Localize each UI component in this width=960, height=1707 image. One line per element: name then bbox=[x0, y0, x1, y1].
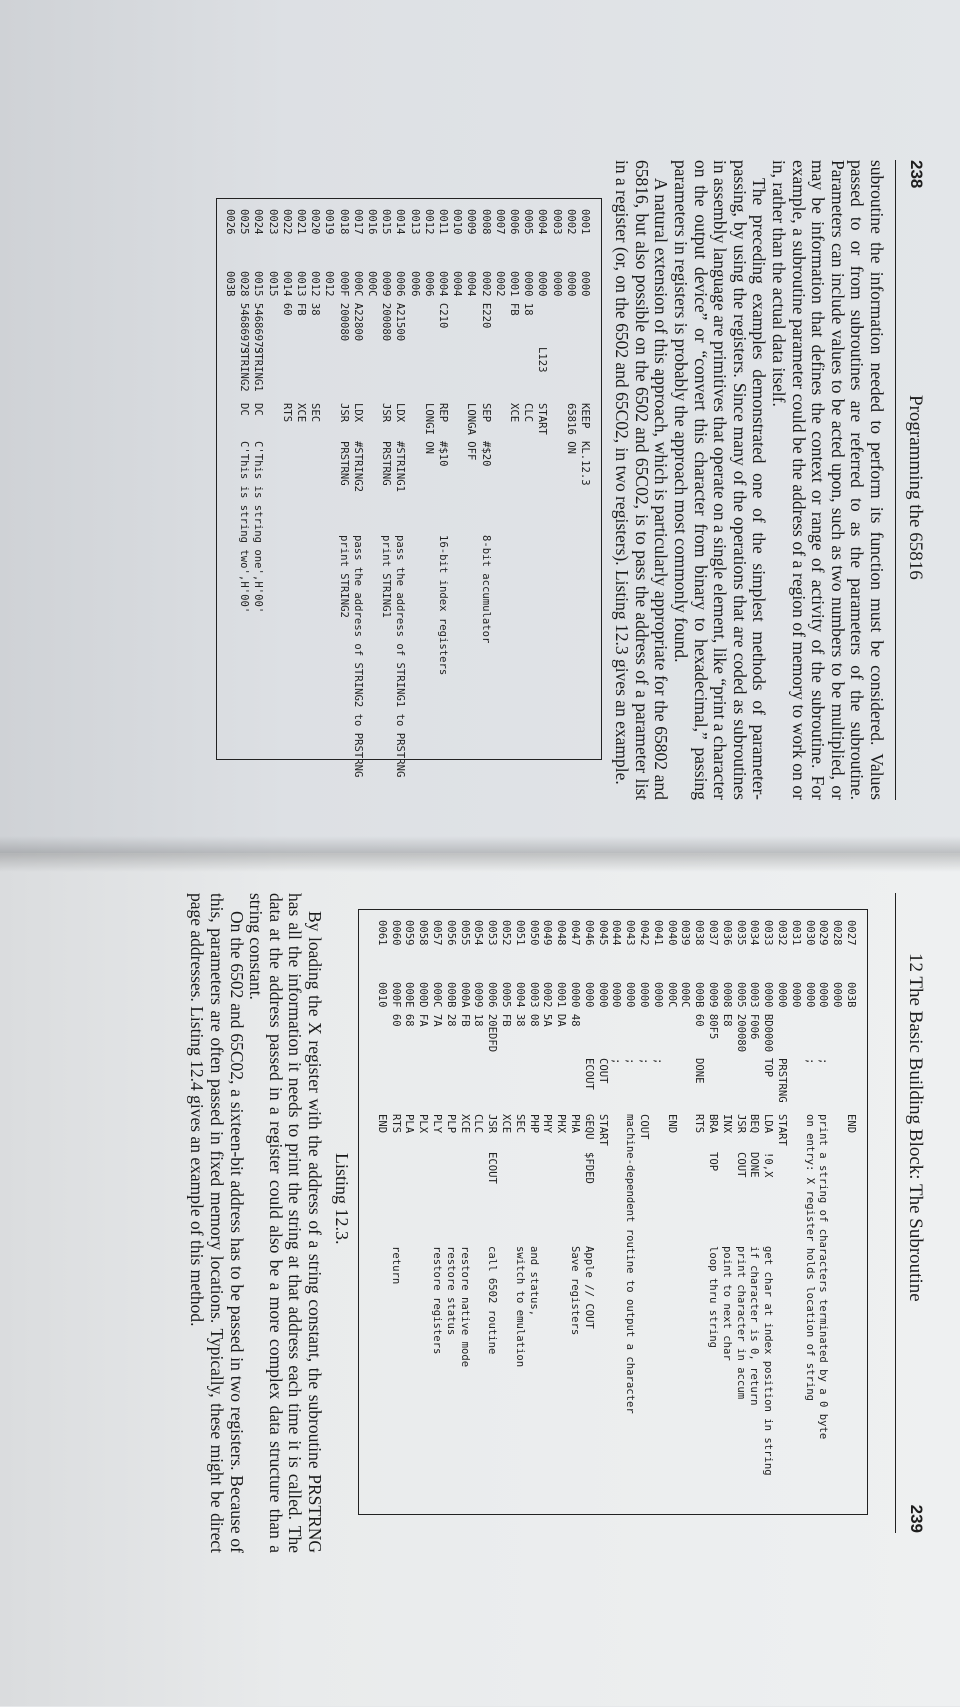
comment: if character is 0, return bbox=[748, 1246, 761, 1406]
object-code: 000C bbox=[366, 271, 378, 297]
opcode: DC bbox=[238, 403, 251, 416]
comment: print STRING2 bbox=[337, 535, 350, 618]
listing-line bbox=[577, 199, 591, 759]
listing-line bbox=[843, 910, 857, 1514]
line-number: 0003 bbox=[550, 209, 563, 235]
opcode: RTS bbox=[389, 1114, 402, 1134]
object-code: 0006 bbox=[422, 271, 435, 297]
line-number: 0005 bbox=[522, 209, 535, 235]
opcode: END bbox=[845, 1114, 857, 1134]
line-number: 0061 bbox=[375, 920, 388, 946]
listing-line bbox=[265, 199, 279, 759]
listing-line bbox=[350, 199, 364, 778]
page-number-left: 238 bbox=[907, 160, 926, 189]
operand: $FDED bbox=[582, 1152, 595, 1184]
line-number: 0031 bbox=[789, 920, 802, 946]
source-label: ; bbox=[817, 1058, 830, 1065]
comment: switch to emulation bbox=[513, 1246, 526, 1368]
listing-line bbox=[815, 910, 829, 1514]
opcode: START bbox=[776, 1114, 788, 1146]
line-number: 0026 bbox=[224, 209, 236, 235]
left-running-head bbox=[895, 160, 926, 800]
opcode: PLX bbox=[417, 1114, 430, 1134]
object-code: 000C A22800 bbox=[351, 271, 364, 342]
line-number: 0047 bbox=[569, 920, 581, 946]
line-number: 0008 bbox=[479, 209, 492, 235]
line-number: 0060 bbox=[389, 920, 402, 946]
line-number: 0035 bbox=[734, 920, 747, 946]
object-code: 0002 bbox=[493, 271, 506, 297]
object-code: 0000 bbox=[550, 271, 563, 297]
operand: ECOUT bbox=[486, 1152, 499, 1184]
code-listing-right bbox=[358, 909, 868, 1515]
comment: 8-bit accumulator bbox=[479, 535, 492, 644]
object-code: 000C 7A bbox=[431, 982, 443, 1027]
opcode: JSR bbox=[734, 1114, 747, 1134]
running-head-title-right: 12 The Basic Building Block: The Subroutine bbox=[905, 953, 926, 1302]
opcode: LONGA OFF bbox=[465, 403, 478, 461]
operand: PRSTRNG bbox=[337, 441, 350, 486]
source-label: TOP bbox=[762, 1058, 775, 1078]
operand: DONE bbox=[748, 1152, 761, 1178]
listing-line bbox=[293, 199, 307, 759]
listing-line bbox=[443, 910, 457, 1514]
operand: PRSTRNG bbox=[380, 441, 393, 486]
object-code: 0015 bbox=[266, 271, 279, 297]
listing-line bbox=[250, 199, 264, 759]
object-code: 000A FB bbox=[458, 982, 471, 1027]
object-code: 0000 bbox=[536, 271, 549, 297]
book-gutter bbox=[0, 836, 960, 872]
opcode: print a string of characters terminated by a 0 byte bbox=[817, 1114, 830, 1440]
listing-line bbox=[492, 199, 506, 759]
comment: restore registers bbox=[431, 1246, 443, 1355]
listing-line bbox=[746, 910, 760, 1514]
opcode: GEQU bbox=[582, 1114, 595, 1140]
line-number: 0017 bbox=[351, 209, 364, 235]
listing-line bbox=[677, 910, 691, 1514]
operand: #STRING1 bbox=[394, 441, 407, 493]
object-code: 003B bbox=[845, 982, 857, 1008]
listing-line bbox=[378, 199, 392, 759]
line-number: 0012 bbox=[422, 209, 435, 235]
line-number: 0018 bbox=[337, 209, 350, 235]
paragraph: By loading the X register with the address of a string constant, the subroutine PRSTRNG has all the information it needs to print the string at that address each time it is called. The data at the address passed in a register could also be a more complex data structure than a string constant. bbox=[246, 893, 325, 1553]
right-running-head bbox=[895, 893, 926, 1533]
listing-line bbox=[760, 910, 774, 1514]
listing-line bbox=[449, 199, 463, 759]
line-number: 0028 bbox=[831, 920, 844, 946]
opcode: PLY bbox=[431, 1114, 443, 1134]
operand: KL.12.3 bbox=[579, 441, 591, 486]
object-code: 000C bbox=[679, 982, 692, 1008]
line-number: 0024 bbox=[252, 209, 265, 235]
listing-line bbox=[435, 199, 449, 759]
listing-line bbox=[392, 199, 407, 778]
line-number: 0029 bbox=[817, 920, 830, 946]
line-number: 0021 bbox=[295, 209, 307, 235]
opcode: INX bbox=[720, 1114, 733, 1134]
listing-line bbox=[719, 910, 733, 1514]
paragraph: On the 6502 and 65C02, a sixteen-bit address has to be passed in two registers. Because of this, parameters are often passed in fixed memory locations. Typically, these might be direct page addresses. Listing 12.4 gives an example of this method. bbox=[187, 893, 247, 1553]
listing-line bbox=[321, 199, 335, 759]
object-code: 0009 80F5 bbox=[707, 982, 719, 1040]
opcode: LONGI ON bbox=[422, 403, 435, 455]
object-code: 0008 E8 bbox=[720, 982, 733, 1027]
operand: COUT bbox=[734, 1152, 747, 1178]
object-code: 0000 bbox=[776, 982, 788, 1008]
object-code: 000F 60 bbox=[389, 982, 402, 1027]
opcode: XCE bbox=[508, 403, 520, 423]
comment: restore status bbox=[444, 1246, 457, 1336]
line-number: 0007 bbox=[493, 209, 506, 235]
opcode: SEP bbox=[479, 403, 492, 423]
line-number: 0053 bbox=[486, 920, 499, 946]
comment: restore native mode bbox=[458, 1246, 471, 1368]
listing-line bbox=[622, 910, 636, 1514]
object-code: 000E 68 bbox=[403, 982, 416, 1027]
line-number: 0059 bbox=[403, 920, 416, 946]
line-number: 0027 bbox=[845, 920, 857, 946]
comment: get char at index position in string bbox=[762, 1246, 775, 1476]
line-number: 0054 bbox=[472, 920, 485, 946]
opcode: JSR bbox=[486, 1114, 499, 1134]
line-number: 0042 bbox=[638, 920, 650, 946]
opcode: PHX bbox=[555, 1114, 568, 1134]
listing-line bbox=[478, 199, 492, 759]
opcode: LDX bbox=[394, 403, 407, 423]
listing-line bbox=[802, 910, 816, 1514]
object-code: 0000 bbox=[789, 982, 802, 1008]
line-number: 0016 bbox=[366, 209, 378, 235]
listing-line bbox=[691, 910, 705, 1514]
object-code: 0000 bbox=[803, 982, 816, 1008]
object-code: 0000 bbox=[596, 982, 609, 1008]
right-body-text bbox=[187, 893, 324, 1553]
object-code: 0000 bbox=[817, 982, 830, 1008]
listing-line bbox=[829, 910, 843, 1514]
source-label: PRSTRNG bbox=[776, 1058, 788, 1103]
comment: Save registers bbox=[569, 1246, 581, 1336]
object-code: 0000 bbox=[651, 982, 664, 1008]
source-label: STRING1 bbox=[252, 347, 265, 392]
listing-line bbox=[279, 199, 293, 759]
object-code: 0010 bbox=[375, 982, 388, 1008]
comment: print character in accum bbox=[734, 1246, 747, 1400]
listing-line bbox=[364, 199, 378, 759]
line-number: 0056 bbox=[444, 920, 457, 946]
source-label: ; bbox=[803, 1058, 816, 1065]
listing-caption: Listing 12.3. bbox=[332, 1153, 352, 1245]
object-code: 0013 FB bbox=[295, 271, 307, 316]
object-code: 0006 20EDFD bbox=[486, 982, 499, 1053]
object-code: 0015 54686973 bbox=[252, 271, 265, 354]
object-code: 003B bbox=[224, 271, 236, 297]
line-number: 0055 bbox=[458, 920, 471, 946]
object-code: 0003 F006 bbox=[748, 982, 761, 1040]
object-code: 0000 bbox=[831, 982, 844, 1008]
source-label: STRING2 bbox=[238, 347, 251, 392]
source-label: ; bbox=[638, 1058, 650, 1065]
line-number: 0041 bbox=[651, 920, 664, 946]
opcode: PHA bbox=[569, 1114, 581, 1134]
line-number: 0019 bbox=[323, 209, 336, 235]
running-head-title-left: Programming the 65816 bbox=[905, 395, 926, 580]
listing-line bbox=[236, 199, 250, 759]
line-number: 0057 bbox=[431, 920, 443, 946]
object-code: 0000 48 bbox=[569, 982, 581, 1027]
right-page bbox=[0, 853, 960, 1706]
source-label: COUT bbox=[596, 1058, 609, 1084]
opcode: RTS bbox=[280, 403, 293, 423]
opcode: XCE bbox=[458, 1114, 471, 1134]
listing-line bbox=[608, 910, 622, 1514]
object-code: 0000 BD0000 bbox=[762, 982, 775, 1053]
object-code: 000B 60 bbox=[693, 982, 706, 1027]
object-code: 0005 200080 bbox=[734, 982, 747, 1053]
object-code: 0009 200080 bbox=[380, 271, 393, 342]
object-code: 0014 60 bbox=[280, 271, 293, 316]
opcode: on entry: X register holds location of string bbox=[803, 1114, 816, 1402]
line-number: 0043 bbox=[624, 920, 637, 946]
object-code: 000D FA bbox=[417, 982, 430, 1027]
operand: TOP bbox=[707, 1152, 719, 1172]
comment: and status, bbox=[527, 1246, 540, 1317]
line-number: 0058 bbox=[417, 920, 430, 946]
comment: pass the address of STRING1 to PRSTRNG bbox=[394, 535, 407, 778]
operand: C'This is string two',H'00' bbox=[238, 441, 251, 614]
listing-line bbox=[549, 199, 563, 759]
paragraph: A natural extension of this approach, which is particularly appropriate for the 65802 and 65816, but also possible on the 6502 and 65C02, is to pass the address of a parameter list in a register (or, on the 6502 and 65C02, in two registers). Listing 12.3 gives an example. bbox=[612, 160, 672, 800]
opcode: machine-dependent routine to output a character bbox=[624, 1114, 637, 1414]
object-code: 0004 bbox=[465, 271, 478, 297]
listing-line bbox=[307, 199, 321, 759]
line-number: 0036 bbox=[720, 920, 733, 946]
listing-line bbox=[581, 910, 595, 1514]
line-number: 0006 bbox=[508, 209, 520, 235]
opcode: JSR bbox=[337, 403, 350, 423]
listing-line bbox=[539, 910, 553, 1514]
left-page bbox=[0, 0, 960, 853]
opcode: SEC bbox=[513, 1114, 526, 1134]
listing-line bbox=[512, 910, 526, 1514]
code-listing-left bbox=[216, 198, 602, 778]
listing-line bbox=[553, 910, 567, 1514]
object-code: 0004 bbox=[451, 271, 464, 297]
opcode: CLC bbox=[522, 403, 535, 423]
opcode: JSR bbox=[380, 403, 393, 423]
object-code: 0000 bbox=[610, 982, 623, 1008]
line-number: 0044 bbox=[610, 920, 623, 946]
listing-line bbox=[222, 199, 236, 759]
comment: print STRING1 bbox=[380, 535, 393, 618]
listing-line bbox=[567, 910, 581, 1514]
listing-line bbox=[457, 910, 471, 1514]
opcode: SEC bbox=[309, 403, 322, 423]
object-code: 0002 E220 bbox=[479, 271, 492, 329]
object-code: 000F 200080 bbox=[337, 271, 350, 342]
opcode: START bbox=[536, 403, 549, 435]
object-code: 0000 18 bbox=[522, 271, 535, 316]
listing-line bbox=[650, 910, 664, 1514]
listing-line bbox=[498, 910, 512, 1514]
line-number: 0033 bbox=[762, 920, 775, 946]
opcode: BRA bbox=[707, 1114, 719, 1134]
line-number: 0002 bbox=[564, 209, 577, 235]
object-code: 0006 bbox=[408, 271, 421, 297]
source-label: ; bbox=[610, 1058, 623, 1065]
opcode: XCE bbox=[295, 403, 307, 423]
listing-line bbox=[429, 910, 443, 1514]
opcode: PHP bbox=[527, 1114, 540, 1134]
line-number: 0009 bbox=[465, 209, 478, 235]
line-number: 0030 bbox=[803, 920, 816, 946]
listing-line bbox=[484, 910, 498, 1514]
page-number-right: 239 bbox=[907, 1504, 926, 1533]
opcode: END bbox=[665, 1114, 678, 1134]
object-code: 0012 38 bbox=[309, 271, 322, 316]
source-label: L123 bbox=[536, 347, 549, 373]
opcode: REP bbox=[437, 403, 449, 423]
line-number: 0011 bbox=[437, 209, 449, 235]
listing-line bbox=[520, 199, 534, 759]
line-number: 0040 bbox=[665, 920, 678, 946]
opcode: PLP bbox=[444, 1114, 457, 1134]
object-code: 0009 18 bbox=[472, 982, 485, 1027]
line-number: 0022 bbox=[280, 209, 293, 235]
source-label: DONE bbox=[693, 1058, 706, 1084]
listing-line bbox=[374, 910, 388, 1514]
opcode: LDA bbox=[762, 1114, 775, 1134]
paragraph: subroutine the information needed to perform its function must be considered. Values passed to or from subroutines are referred to as the parameters of the subroutine. Parameters can include values to be acted upon, such as two numbers to be multiplied, or may be information that defines the context or range of activity of the subroutine. For example, a subroutine parameter could be the address of a region of memory to work on or in, rather than the actual data itself. bbox=[769, 160, 887, 800]
listing-line bbox=[595, 910, 609, 1514]
listing-line bbox=[636, 910, 650, 1514]
opcode: LDX bbox=[351, 403, 364, 423]
line-number: 0032 bbox=[776, 920, 788, 946]
opcode: END bbox=[375, 1114, 388, 1134]
comment: call 6502 routine bbox=[486, 1246, 499, 1355]
comment: point to next char bbox=[720, 1246, 733, 1361]
object-code: 0006 A21500 bbox=[394, 271, 407, 342]
opcode: DC bbox=[252, 403, 265, 416]
line-number: 0037 bbox=[707, 920, 719, 946]
listing-line bbox=[401, 910, 415, 1514]
object-code: 0000 bbox=[564, 271, 577, 297]
line-number: 0004 bbox=[536, 209, 549, 235]
comment: pass the address of STRING2 to PRSTRNG bbox=[351, 535, 364, 778]
line-number: 0014 bbox=[394, 209, 407, 235]
line-number: 0020 bbox=[309, 209, 322, 235]
line-number: 0013 bbox=[408, 209, 421, 235]
listing-line bbox=[506, 199, 520, 759]
opcode: COUT bbox=[638, 1114, 650, 1140]
listing-line bbox=[415, 910, 429, 1514]
object-code: 0005 FB bbox=[500, 982, 512, 1027]
object-code: 0000 bbox=[579, 271, 591, 297]
opcode: CLC bbox=[472, 1114, 485, 1134]
listing-line bbox=[563, 199, 577, 759]
line-number: 0052 bbox=[500, 920, 512, 946]
object-code: 000C bbox=[665, 982, 678, 1008]
object-code: 0012 bbox=[323, 271, 336, 297]
comment: loop thru string bbox=[707, 1246, 719, 1349]
line-number: 0039 bbox=[679, 920, 692, 946]
paragraph: The preceding examples demonstrated one of the simplest methods of parameter-passing, by using the registers. Since many of the operations that are coded as subroutines in assembly language are primitives that operate on a single element, like “print a character on the output device” or “convert this character from binary to hexadecimal,” passing parameters in registers is probably the approach most commonly found. bbox=[671, 160, 770, 800]
line-number: 0015 bbox=[380, 209, 393, 235]
opcode: PLA bbox=[403, 1114, 416, 1134]
line-number: 0045 bbox=[596, 920, 609, 946]
source-label: ; bbox=[624, 1058, 637, 1065]
listing-line bbox=[733, 910, 747, 1514]
source-label: ; bbox=[651, 1058, 664, 1065]
line-number: 0048 bbox=[555, 920, 568, 946]
opcode: 65816 ON bbox=[564, 403, 577, 455]
object-code: 0028 54686973 bbox=[238, 271, 251, 354]
object-code: 0004 C210 bbox=[437, 271, 449, 329]
line-number: 0051 bbox=[513, 920, 526, 946]
line-number: 0034 bbox=[748, 920, 761, 946]
listing-line bbox=[664, 910, 678, 1514]
opcode: START bbox=[596, 1114, 609, 1146]
line-number: 0001 bbox=[579, 209, 591, 235]
opcode: RTS bbox=[693, 1114, 706, 1134]
object-code: 0004 38 bbox=[513, 982, 526, 1027]
operand: #STRING2 bbox=[351, 441, 364, 493]
comment: 16-bit index registers bbox=[437, 535, 449, 676]
object-code: 0002 5A bbox=[541, 982, 554, 1027]
object-code: 0000 bbox=[638, 982, 650, 1008]
opcode: XCE bbox=[500, 1114, 512, 1134]
listing-line bbox=[407, 199, 421, 759]
object-code: 0003 08 bbox=[527, 982, 540, 1027]
listing-line bbox=[463, 199, 477, 759]
line-number: 0038 bbox=[693, 920, 706, 946]
listing-line bbox=[774, 910, 788, 1514]
line-number: 0010 bbox=[451, 209, 464, 235]
opcode: KEEP bbox=[579, 403, 591, 429]
operand: #$10 bbox=[437, 441, 449, 467]
line-number: 0025 bbox=[238, 209, 251, 235]
listing-line bbox=[336, 199, 350, 759]
object-code: 0001 DA bbox=[555, 982, 568, 1027]
operand: #$20 bbox=[479, 441, 492, 467]
line-number: 0050 bbox=[527, 920, 540, 946]
line-number: 0049 bbox=[541, 920, 554, 946]
comment: return bbox=[389, 1246, 402, 1285]
listing-line bbox=[388, 910, 402, 1514]
listing-line bbox=[470, 910, 484, 1514]
object-code: 0000 bbox=[624, 982, 637, 1008]
listing-line bbox=[526, 910, 540, 1514]
object-code: 0001 FB bbox=[508, 271, 520, 316]
listing-line bbox=[421, 199, 435, 759]
opcode: BEQ bbox=[748, 1114, 761, 1134]
comment: Apple // COUT bbox=[582, 1246, 595, 1329]
opcode: PHY bbox=[541, 1114, 554, 1134]
listing-line bbox=[705, 910, 719, 1514]
listing-line bbox=[534, 199, 548, 759]
line-number: 0046 bbox=[582, 920, 595, 946]
source-label: ECOUT bbox=[582, 1058, 595, 1090]
operand: C'This is string one',H'00' bbox=[252, 441, 265, 614]
listing-line bbox=[788, 910, 802, 1514]
line-number: 0023 bbox=[266, 209, 279, 235]
object-code: 0000 bbox=[582, 982, 595, 1008]
operand: !0,X bbox=[762, 1152, 775, 1178]
left-body-text bbox=[612, 160, 886, 800]
object-code: 000B 28 bbox=[444, 982, 457, 1027]
